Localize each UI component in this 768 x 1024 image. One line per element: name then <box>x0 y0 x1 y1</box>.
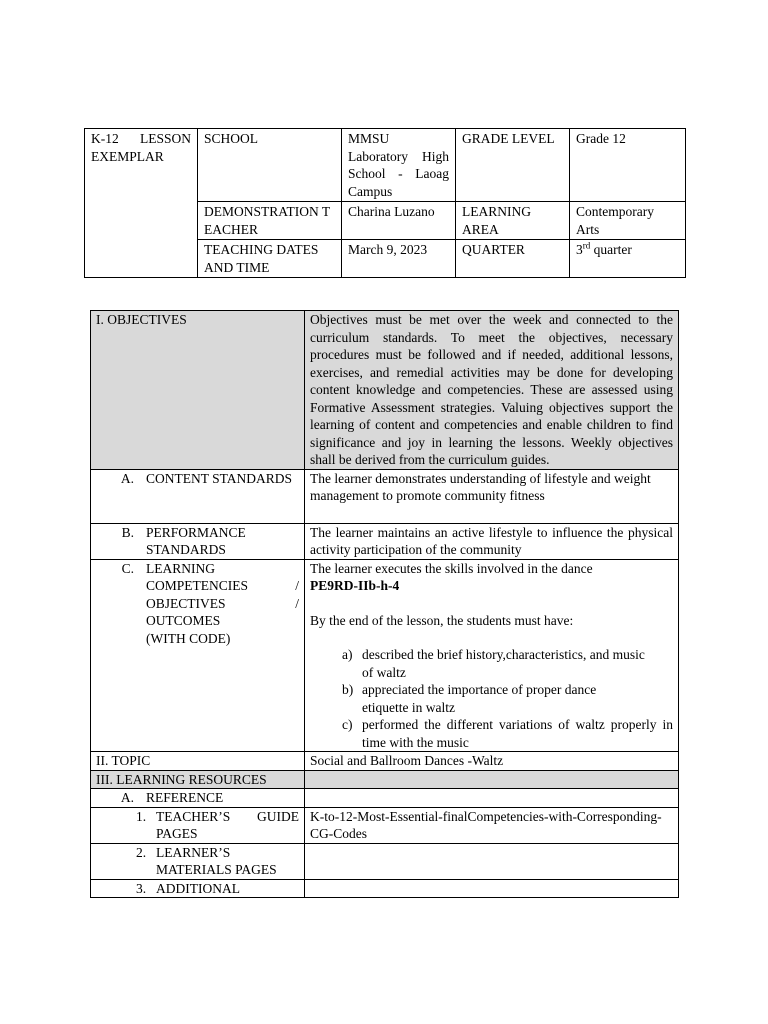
teachers-guide-heading <box>96 808 299 843</box>
competencies-marker: C. <box>121 560 134 576</box>
school-label: SCHOOL <box>198 129 342 202</box>
competencies-label-line-5: (WITH CODE) <box>146 630 231 646</box>
quarter-value <box>570 240 686 278</box>
topic-label: II. TOPIC <box>91 752 305 771</box>
competencies-row <box>91 559 679 752</box>
teachers-guide-value: K-to-12-Most-Essential-finalCompetencies-with-Corresponding-CG-Codes <box>305 807 679 843</box>
learners-materials-label: LEARNER’S MATERIALS PAGES <box>156 844 277 877</box>
objectives-label: I. OBJECTIVES <box>91 311 305 470</box>
competencies-heading <box>96 560 299 648</box>
quarter-suffix: rd <box>582 240 591 251</box>
competencies-label-row-2 <box>146 577 299 595</box>
performance-standards-marker: B. <box>121 524 134 540</box>
competencies-label-line-1: LEARNING <box>146 560 215 576</box>
list-marker: b) <box>342 682 354 697</box>
competencies-slash-1: / <box>295 578 299 593</box>
performance-standards-row <box>91 523 679 559</box>
area-value: Contemporary Arts <box>570 202 686 240</box>
competencies-label-cell <box>91 559 305 752</box>
performance-standards-heading <box>96 524 299 559</box>
grade-label: GRADE LEVEL <box>456 129 570 202</box>
grade-value: Grade 12 <box>570 129 686 202</box>
competencies-label-line-4: OUTCOMES <box>146 613 221 628</box>
teachers-guide-row <box>91 807 679 843</box>
list-text: described the brief history,characteristics, and music of waltz <box>362 647 645 680</box>
dates-label: TEACHING DATES AND TIME <box>198 240 342 278</box>
reference-heading <box>96 789 299 807</box>
quarter-number: 3 <box>576 242 583 257</box>
header-row-school <box>85 129 686 202</box>
school-value: MMSU Laboratory High School - Laoag Campus <box>342 129 456 202</box>
objectives-row <box>91 311 679 470</box>
additional-row <box>91 879 679 898</box>
list-marker: a) <box>342 647 353 662</box>
content-standards-heading <box>96 470 299 488</box>
list-text: performed the different variations of waltz properly in time with the music <box>362 717 673 750</box>
competencies-lead: By the end of the lesson, the students must have: <box>310 612 574 628</box>
additional-value <box>305 879 679 898</box>
competency-code: PE9RD-IIb-h-4 <box>310 578 400 593</box>
lesson-plan-table <box>90 310 679 898</box>
list-item <box>342 646 673 681</box>
learners-materials-value <box>305 843 679 879</box>
dates-value: March 9, 2023 <box>342 240 456 278</box>
competencies-label-line-2: COMPETENCIES <box>146 578 249 593</box>
performance-standards-label: PERFORMANCE STANDARDS <box>146 524 246 557</box>
competencies-intro: The learner executes the skills involved in the dance <box>310 560 593 576</box>
learners-materials-heading <box>96 844 299 879</box>
reference-value <box>305 789 679 808</box>
resources-row <box>91 770 679 789</box>
objectives-list <box>310 646 673 751</box>
additional-label-cell <box>91 879 305 898</box>
content-standards-row <box>91 469 679 523</box>
area-label: LEARNING AREA <box>456 202 570 240</box>
content-standards-text: The learner demonstrates understanding of lifestyle and weight management to promote community fitness <box>305 469 679 523</box>
additional-marker: 3. <box>136 880 147 896</box>
teachers-guide-label-cell <box>91 807 305 843</box>
learners-materials-row <box>91 843 679 879</box>
additional-label: ADDITIONAL <box>156 880 240 896</box>
performance-standards-label-cell <box>91 523 305 559</box>
teacher-label: DEMONSTRATION TEACHER <box>198 202 342 240</box>
topic-row <box>91 752 679 771</box>
teachers-guide-label: TEACHER’S GUIDE PAGES <box>156 808 299 841</box>
teachers-guide-marker: 1. <box>136 808 147 824</box>
resources-label: III. LEARNING RESOURCES <box>91 770 305 789</box>
content-standards-marker: A. <box>120 470 134 486</box>
content-standards-label-cell <box>91 469 305 523</box>
reference-label-cell <box>91 789 305 808</box>
resources-value <box>305 770 679 789</box>
competencies-label-row-3 <box>146 595 299 613</box>
learners-materials-marker: 2. <box>136 844 147 860</box>
reference-marker: A. <box>120 790 134 805</box>
additional-heading <box>96 880 299 898</box>
content-standards-label: CONTENT STANDARDS <box>146 470 293 486</box>
competencies-label-line-3: OBJECTIVES <box>146 595 226 611</box>
list-text: appreciated the importance of proper dance etiquette in waltz <box>362 682 597 715</box>
learners-materials-label-cell <box>91 843 305 879</box>
quarter-label: QUARTER <box>456 240 570 278</box>
list-item <box>342 681 673 716</box>
doc-type-cell: K-12 LESSON EXEMPLAR <box>85 129 198 278</box>
list-marker: c) <box>342 717 353 732</box>
competencies-content <box>305 559 679 752</box>
teacher-value: Charina Luzano <box>342 202 456 240</box>
competencies-slash-2: / <box>295 595 299 611</box>
performance-standards-text: The learner maintains an active lifestyle to influence the physical activity participation of the community <box>305 523 679 559</box>
lesson-header-table <box>84 128 686 278</box>
objectives-text: Objectives must be met over the week and connected to the curriculum standards. To meet the objectives, necessary procedures must be followed and if needed, additional lessons, exercises, and remedial activities may be done for developing content knowledge and competencies. These are assessed using Formative Assessment strategies. Valuing objectives support the learning of content and competencies and enable children to find significance and joy in learning the lessons. Weekly objectives shall be derived from the curriculum guides. <box>305 311 679 470</box>
quarter-word: quarter <box>593 242 632 257</box>
topic-value: Social and Ballroom Dances -Waltz <box>305 752 679 771</box>
reference-row <box>91 789 679 808</box>
reference-label: REFERENCE <box>146 790 224 805</box>
list-item <box>342 716 673 751</box>
